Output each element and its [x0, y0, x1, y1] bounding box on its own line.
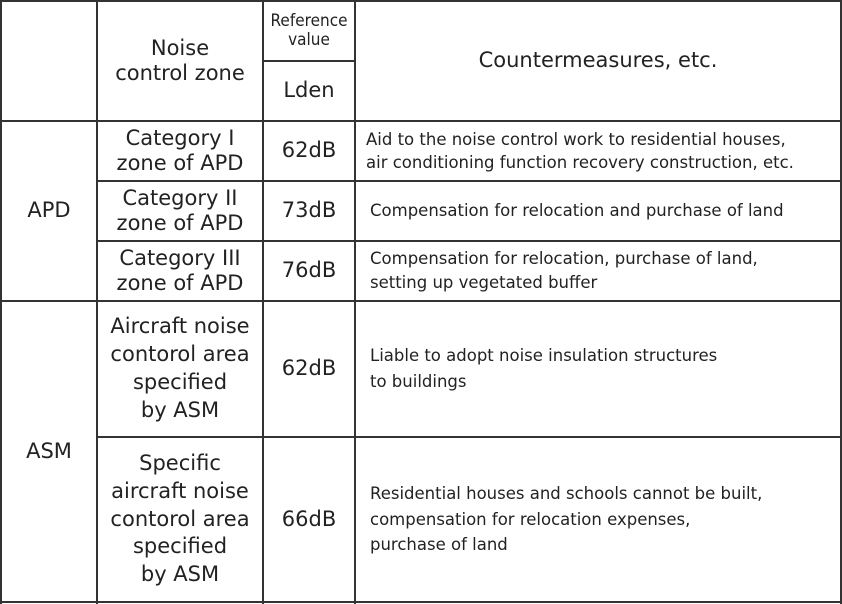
header-metric: Lden — [283, 78, 335, 103]
group-label-asm: ASM — [26, 438, 72, 463]
header-countermeasures: Countermeasures, etc. — [478, 48, 718, 73]
zone-asm-area: Aircraft noise contorol area specified by ASM — [110, 314, 250, 422]
value-category-3: 76dB — [281, 258, 337, 283]
value-asm-area: 62dB — [281, 356, 337, 381]
measure-asm-area: Liable to adopt noise insulation structures to buildings — [370, 346, 718, 391]
value-asm-specific: 66dB — [281, 506, 337, 531]
header-zone: Noise control zone — [115, 35, 245, 85]
header-reference-value: Reference value — [270, 11, 348, 50]
zone-category-2: Category II zone of APD — [116, 185, 244, 235]
group-label-apd: APD — [27, 198, 71, 223]
measure-category-1: Aid to the noise control work to residential houses, air conditioning function recovery construction, etc. — [366, 129, 794, 172]
zone-category-3: Category III zone of APD — [116, 245, 244, 295]
table-border-bottom — [0, 601, 842, 603]
value-category-2: 73dB — [281, 198, 337, 223]
measure-category-2: Compensation for relocation and purchase of land — [370, 201, 784, 221]
value-category-1: 62dB — [281, 138, 337, 163]
measure-category-3: Compensation for relocation, purchase of land, setting up vegetated buffer — [370, 249, 758, 292]
zone-asm-specific: Specific aircraft noise contorol area specified by ASM — [110, 450, 250, 587]
zone-category-1: Category I zone of APD — [116, 125, 244, 175]
measure-asm-specific: Residential houses and schools cannot be built, compensation for relocation expenses, purchase of land — [370, 484, 763, 555]
